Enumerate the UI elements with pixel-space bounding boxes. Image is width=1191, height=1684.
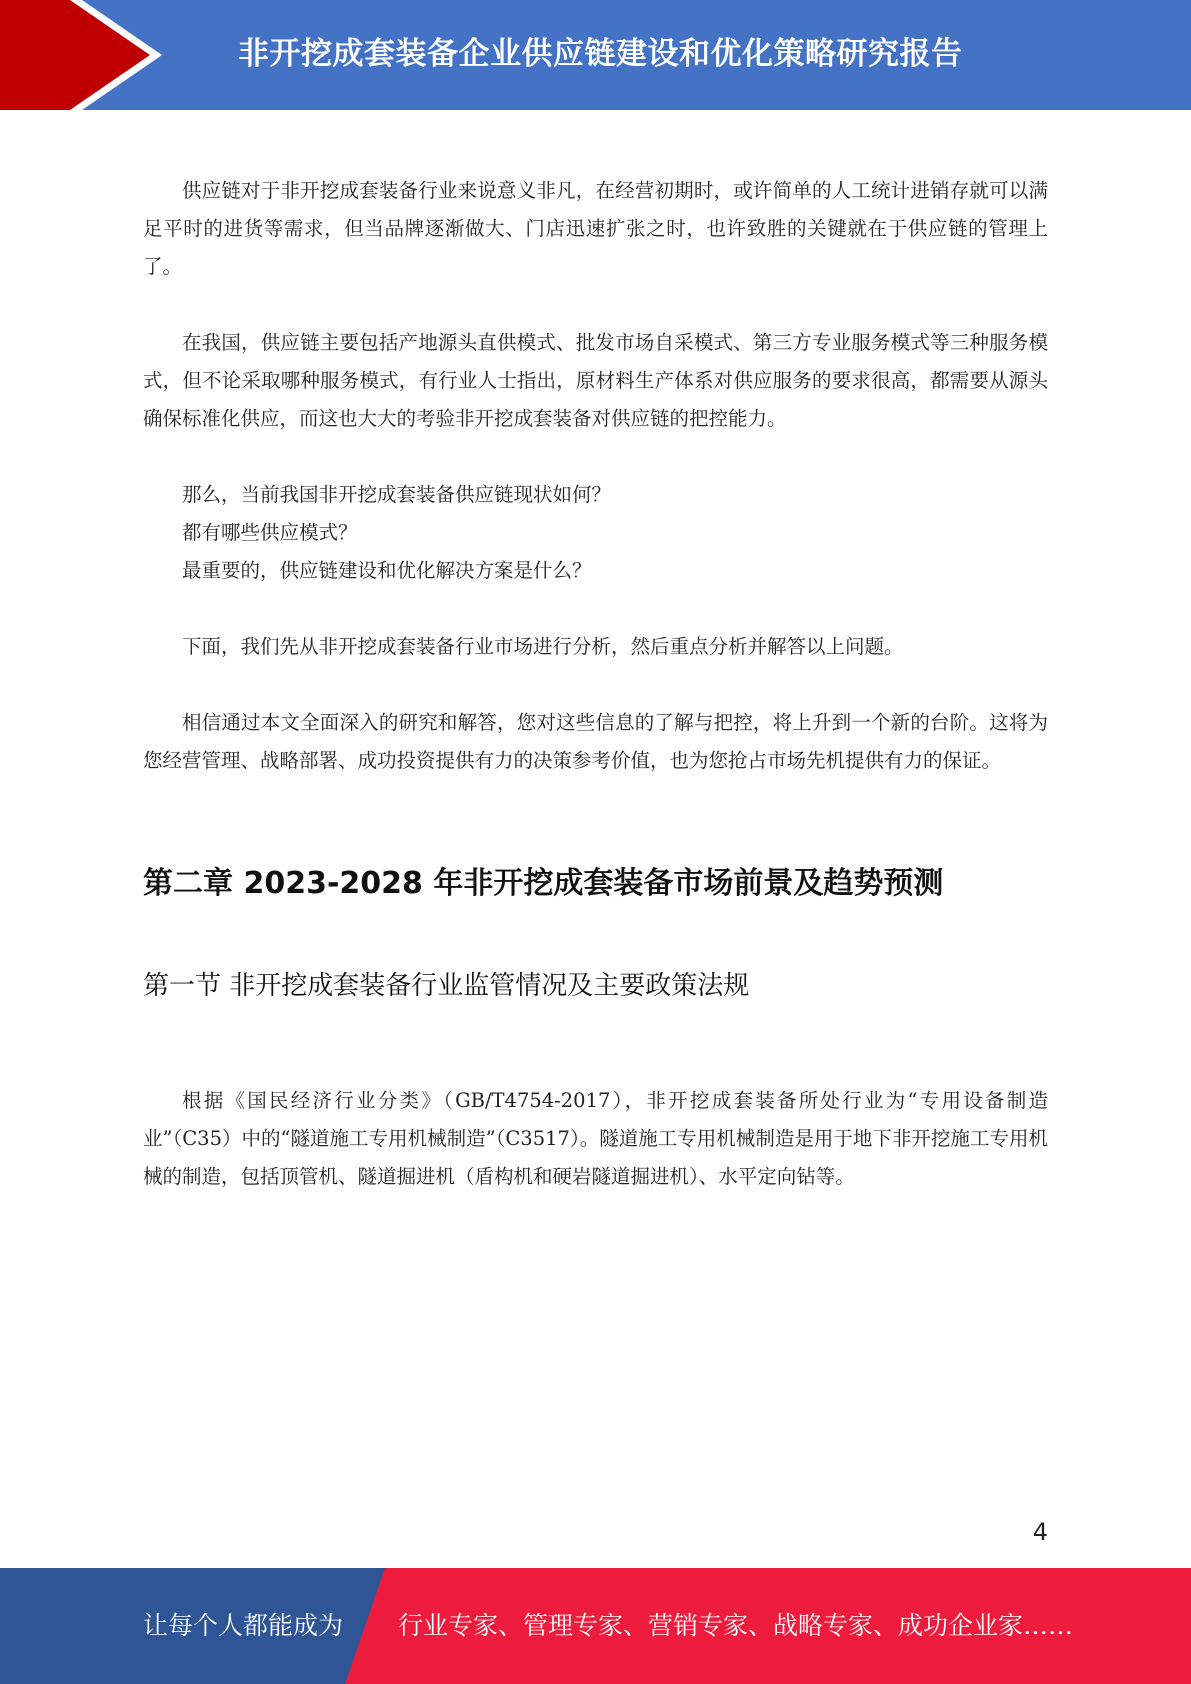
question-2: 都有哪些供应模式？ (182, 521, 358, 544)
page-header-band (0, 0, 1191, 110)
question-3: 最重要的，供应链建设和优化解决方案是什么？ (182, 559, 592, 582)
section-body (143, 1082, 1048, 1196)
question-1: 那么，当前我国非开挖成套装备供应链现状如何？ (182, 483, 612, 506)
red-arrow-shape (0, 0, 150, 110)
section-paragraph: 根据《国民经济行业分类》（GB/T4754-2017），非开挖成套装备所处行业为“专用设备制造业”（C35）中的“隧道施工专用机械制造”（C3517）。隧道施工专用机械制造是用于地下非开挖施工专用机械的制造，包括顶管机、隧道掘进机（盾构机和硬岩隧道掘进机）、水平定向钻等。 (143, 1089, 1048, 1188)
footer-slogan-left: 让每个人都能成为 (143, 1611, 344, 1640)
footer-slogan-right: 行业专家、管理专家、营销专家、战略专家、成功企业家…… (398, 1611, 1074, 1640)
intro-section (143, 172, 1048, 780)
report-title: 非开挖成套装备企业供应链建设和优化策略研究报告 (238, 36, 963, 72)
section-heading: 第一节 非开挖成套装备行业监管情况及主要政策法规 (143, 971, 750, 1001)
value-paragraph: 相信通过本文全面深入的研究和解答，您对这些信息的了解与把控，将上升到一个新的台阶。这将为您经营管理、战略部署、成功投资提供有力的决策参考价值，也为您抢占市场先机提供有力的保证。 (143, 711, 1048, 772)
next-step-paragraph: 下面，我们先从非开挖成套装备行业市场进行分析，然后重点分析并解答以上问题。 (182, 635, 904, 658)
intro-paragraph-1: 供应链对于非开挖成套装备行业来说意义非凡，在经营初期时，或许简单的人工统计进销存就可以满足平时的进货等需求，但当品牌逐渐做大、门店迅速扩张之时，也许致胜的关键就在于供应链的管理上了。 (143, 179, 1048, 278)
page-footer-band (0, 1568, 1191, 1684)
intro-paragraph-2: 在我国，供应链主要包括产地源头直供模式、批发市场自采模式、第三方专业服务模式等三种服务模式，但不论采取哪种服务模式，有行业人士指出，原材料生产体系对供应服务的要求很高，都需要从源头确保标准化供应，而这也大大的考验非开挖成套装备对供应链的把控能力。 (143, 331, 1048, 430)
chapter-heading: 第二章 2023-2028 年非开挖成套装备市场前景及趋势预测 (143, 866, 944, 901)
page-number: 4 (1032, 1518, 1048, 1546)
